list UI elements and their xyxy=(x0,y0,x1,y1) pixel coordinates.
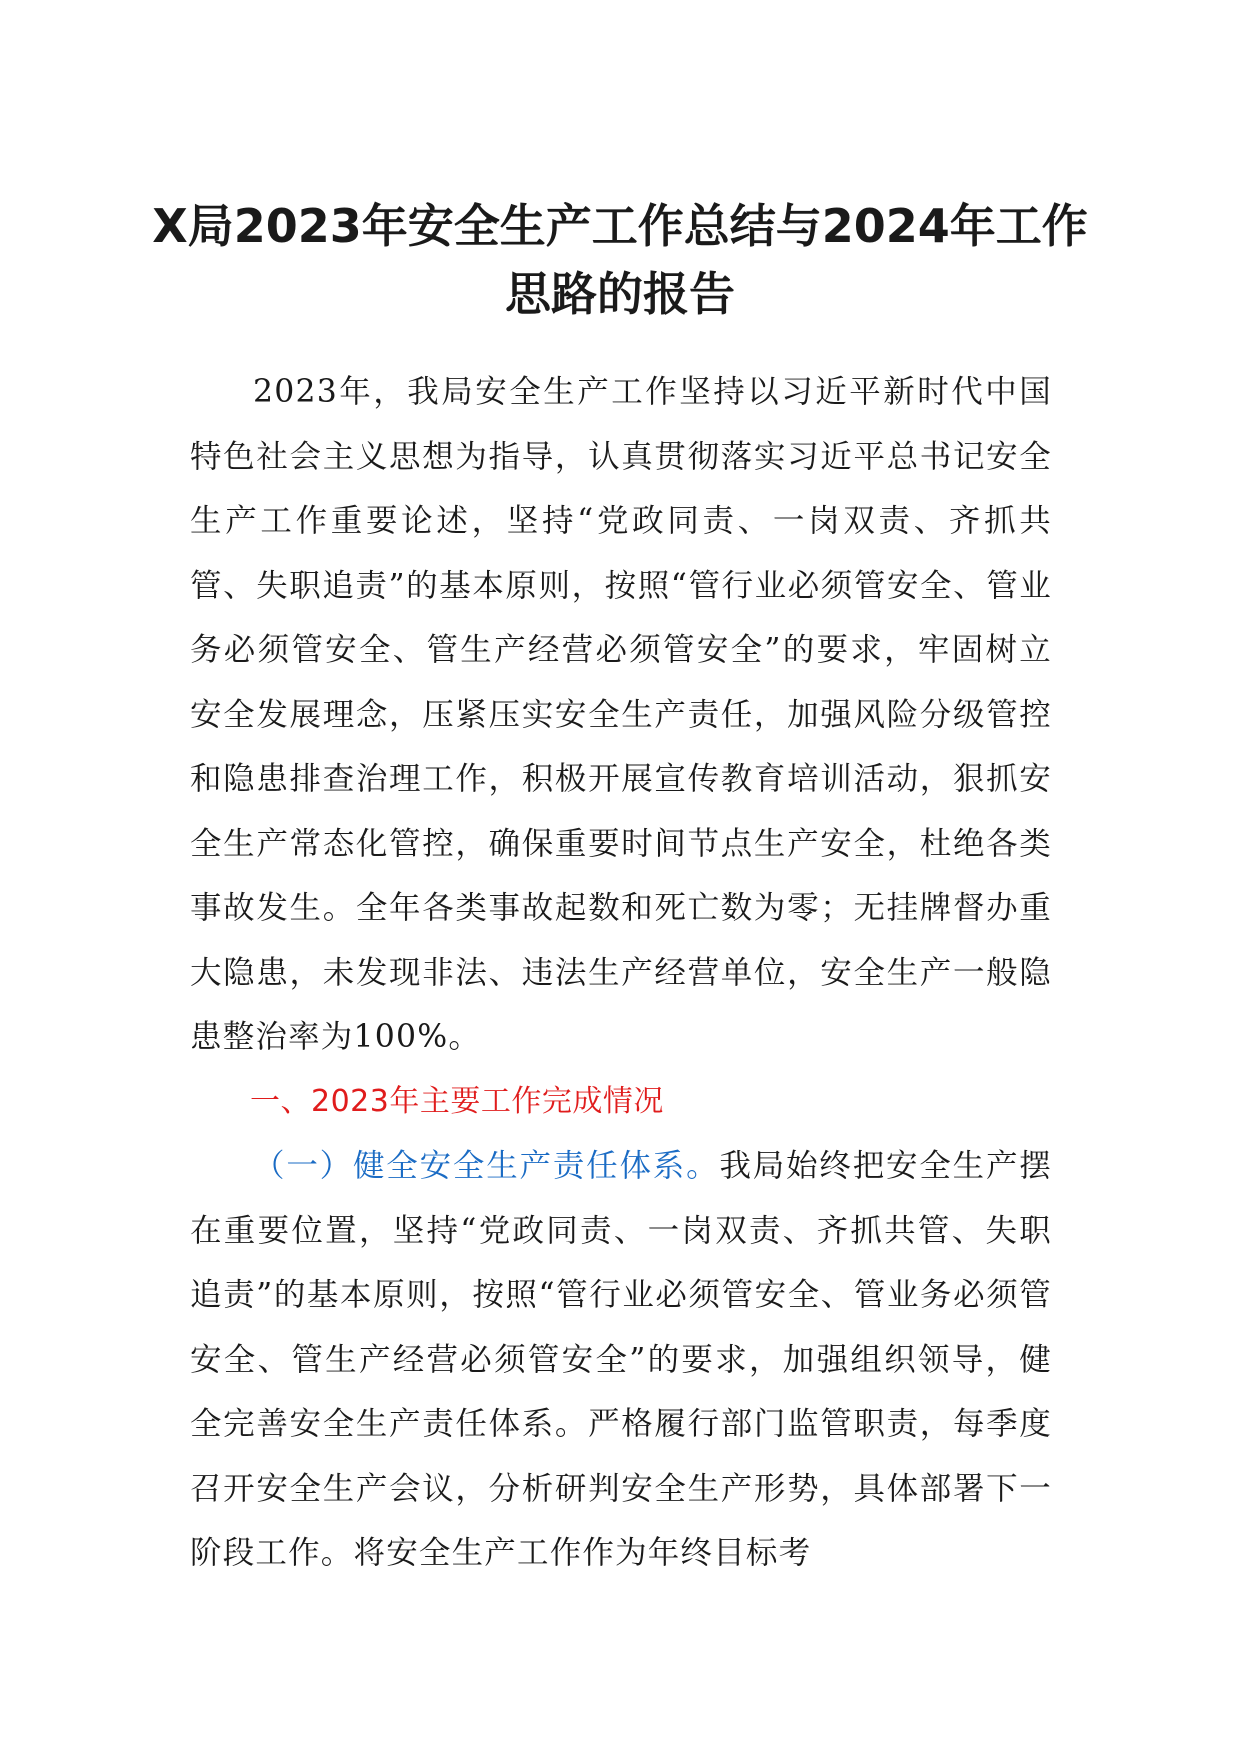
section-heading-1: 一、2023年主要工作完成情况 xyxy=(250,1083,664,1119)
subsection-paragraph-1 xyxy=(190,1134,1052,1586)
subsection-text-1: 我局始终把安全生产摆在重要位置，坚持“党政同责、一岗双责、齐抓共管、失职追责”的基本原则，按照“管行业必须管安全、管业务必须管安全、管生产经营必须管安全”的要求，加强组织领导，健全完善安全生产责任体系。严格履行部门监管职责，每季度召开安全生产会议，分析研判安全生产形势，具体部署下一阶段工作。将安全生产工作作为年终目标考 xyxy=(190,1148,1052,1571)
subsection-heading-1: （一）健全安全生产责任体系。 xyxy=(253,1148,720,1184)
document-title: X局2023年安全生产工作总结与2024年工作思路的报告 xyxy=(152,199,1088,321)
intro-paragraph: 2023年，我局安全生产工作坚持以习近平新时代中国特色社会主义思想为指导，认真贯彻落实习近平总书记安全生产工作重要论述，坚持“党政同责、一岗双责、齐抓共管、失职追责”的基本原则，按照“管行业必须管安全、管业务必须管安全、管生产经营必须管安全”的要求，牢固树立安全发展理念，压紧压实安全生产责任，加强风险分级管控和隐患排查治理工作，积极开展宣传教育培训活动，狠抓安全生产常态化管控，确保重要时间节点生产安全，杜绝各类事故发生。全年各类事故起数和死亡数为零；无挂牌督办重大隐患，未发现非法、违法生产经营单位，安全生产一般隐患整治率为100%。 xyxy=(190,374,1052,1055)
document-body xyxy=(190,360,1052,1586)
